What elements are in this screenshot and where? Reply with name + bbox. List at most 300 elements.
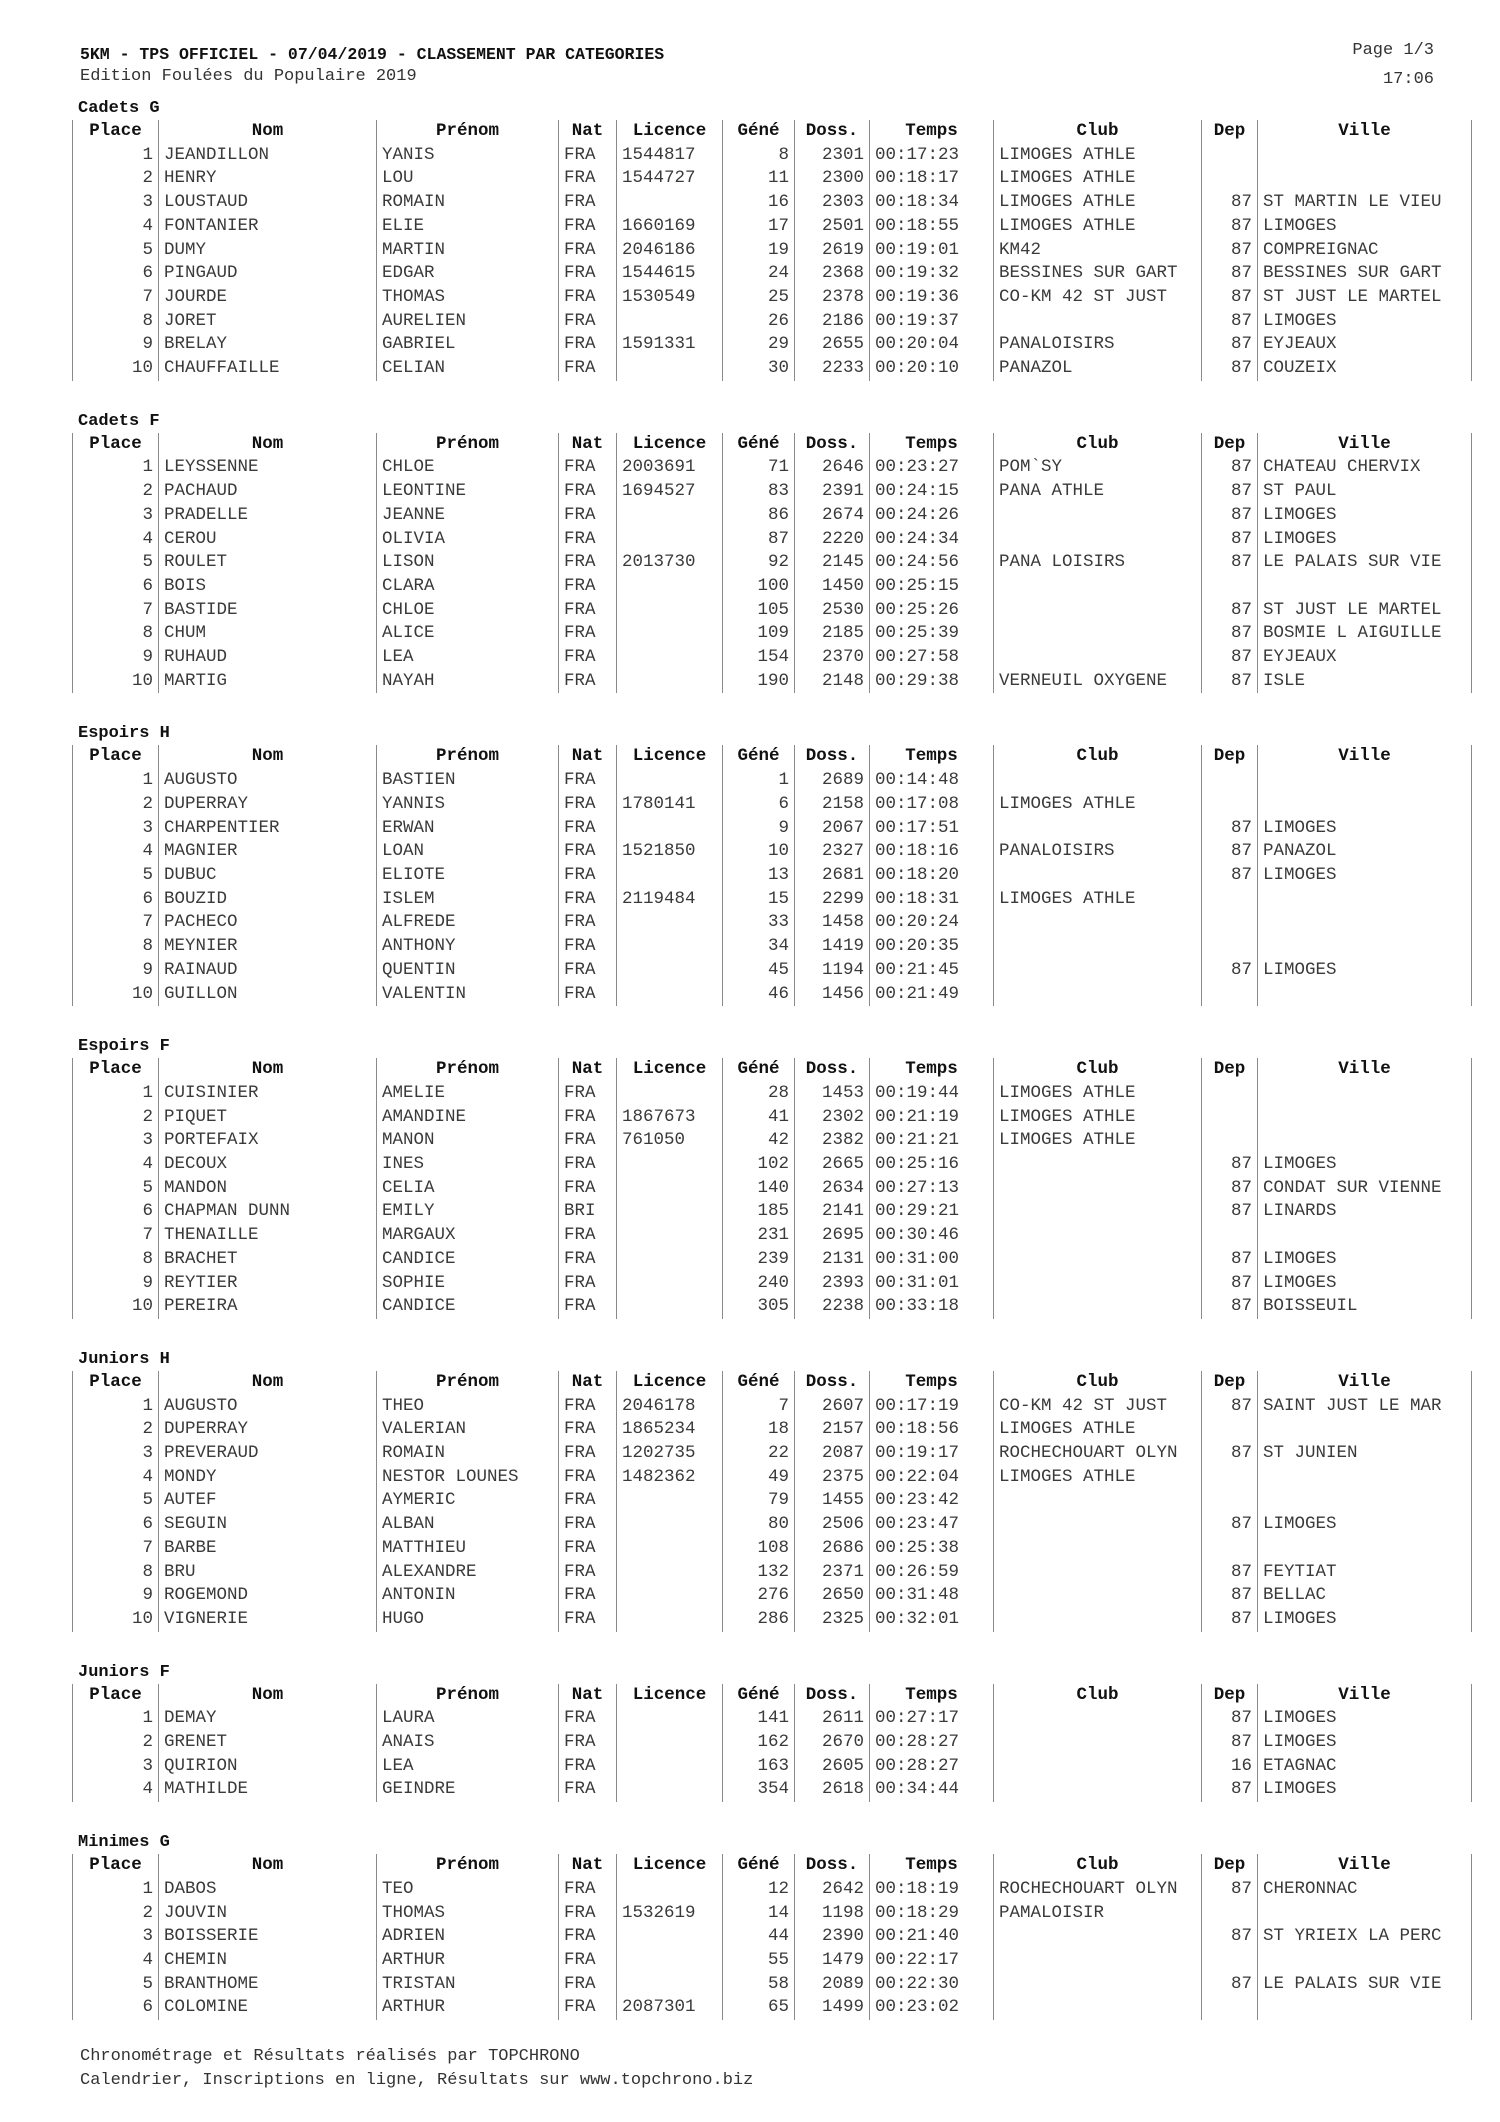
column-header-dep: Dep <box>1202 1684 1258 1708</box>
cell-dep: 87 <box>1202 1584 1258 1608</box>
cell-nom: ROGEMOND <box>159 1584 377 1608</box>
cell-dep: 87 <box>1202 1878 1258 1902</box>
table-row <box>73 1418 1472 1442</box>
cell-temps: 00:27:13 <box>870 1177 994 1201</box>
cell-dossard: 1499 <box>795 1996 870 2020</box>
cell-nat: FRA <box>559 528 617 552</box>
column-header-ville: Ville <box>1258 1684 1472 1708</box>
cell-place: 7 <box>73 286 159 310</box>
cell-nom: DUPERRAY <box>159 1418 377 1442</box>
cell-ville: EYJEAUX <box>1258 646 1472 670</box>
column-header-nat: Nat <box>559 1684 617 1708</box>
cell-licence <box>617 1731 723 1755</box>
cell-gene: 79 <box>723 1489 795 1513</box>
column-header-licence: Licence <box>617 1371 723 1395</box>
cell-place: 5 <box>73 1489 159 1513</box>
column-header-prenom: Prénom <box>377 1058 559 1082</box>
cell-place: 2 <box>73 167 159 191</box>
cell-nat: FRA <box>559 599 617 623</box>
cell-gene: 108 <box>723 1537 795 1561</box>
cell-club <box>994 575 1202 599</box>
cell-ville: LIMOGES <box>1258 1731 1472 1755</box>
cell-prenom: ANAIS <box>377 1731 559 1755</box>
column-header-nat: Nat <box>559 1058 617 1082</box>
cell-nat: FRA <box>559 646 617 670</box>
cell-dep <box>1202 983 1258 1007</box>
cell-ville: FEYTIAT <box>1258 1561 1472 1585</box>
cell-ville: LIMOGES <box>1258 1513 1472 1537</box>
cell-ville: BELLAC <box>1258 1584 1472 1608</box>
cell-club: PANAZOL <box>994 357 1202 381</box>
cell-gene: 25 <box>723 286 795 310</box>
cell-licence <box>617 191 723 215</box>
cell-nat: FRA <box>559 959 617 983</box>
cell-place: 5 <box>73 1177 159 1201</box>
cell-nom: BARBE <box>159 1537 377 1561</box>
cell-ville: LIMOGES <box>1258 1248 1472 1272</box>
cell-club: LIMOGES ATHLE <box>994 888 1202 912</box>
cell-place: 7 <box>73 1224 159 1248</box>
cell-dep: 87 <box>1202 1295 1258 1319</box>
cell-temps: 00:24:15 <box>870 480 994 504</box>
cell-club <box>994 528 1202 552</box>
cell-dossard: 2089 <box>795 1973 870 1997</box>
cell-licence: 2013730 <box>617 551 723 575</box>
cell-place: 1 <box>73 1082 159 1106</box>
column-header-temps: Temps <box>870 1854 994 1878</box>
cell-temps: 00:25:39 <box>870 622 994 646</box>
category-section <box>72 1662 1462 1803</box>
cell-temps: 00:17:23 <box>870 144 994 168</box>
cell-ville: ISLE <box>1258 670 1472 694</box>
cell-nat: FRA <box>559 1778 617 1802</box>
cell-club: LIMOGES ATHLE <box>994 167 1202 191</box>
cell-nat: FRA <box>559 286 617 310</box>
cell-nom: SEGUIN <box>159 1513 377 1537</box>
cell-nat: FRA <box>559 1418 617 1442</box>
cell-nom: PRADELLE <box>159 504 377 528</box>
cell-place: 2 <box>73 1902 159 1926</box>
cell-place: 4 <box>73 1949 159 1973</box>
table-row <box>73 286 1472 310</box>
column-header-temps: Temps <box>870 1058 994 1082</box>
cell-gene: 132 <box>723 1561 795 1585</box>
cell-club: LIMOGES ATHLE <box>994 1418 1202 1442</box>
column-header-temps: Temps <box>870 1371 994 1395</box>
cell-dep: 87 <box>1202 1272 1258 1296</box>
cell-place: 5 <box>73 551 159 575</box>
cell-prenom: JEANNE <box>377 504 559 528</box>
cell-place: 10 <box>73 357 159 381</box>
table-row <box>73 1466 1472 1490</box>
column-header-dep: Dep <box>1202 1371 1258 1395</box>
cell-dossard: 2148 <box>795 670 870 694</box>
table-row <box>73 1731 1472 1755</box>
cell-licence <box>617 1153 723 1177</box>
cell-place: 10 <box>73 1295 159 1319</box>
cell-nom: DUBUC <box>159 864 377 888</box>
cell-club <box>994 1608 1202 1632</box>
cell-dep: 87 <box>1202 262 1258 286</box>
cell-ville: LIMOGES <box>1258 959 1472 983</box>
cell-dossard: 2619 <box>795 239 870 263</box>
cell-temps: 00:23:42 <box>870 1489 994 1513</box>
cell-gene: 55 <box>723 1949 795 1973</box>
column-header-nom: Nom <box>159 1684 377 1708</box>
table-row <box>73 1129 1472 1153</box>
cell-club <box>994 1731 1202 1755</box>
cell-nom: BOUZID <box>159 888 377 912</box>
cell-dep: 87 <box>1202 1561 1258 1585</box>
cell-prenom: CELIA <box>377 1177 559 1201</box>
cell-dossard: 2375 <box>795 1466 870 1490</box>
cell-dep <box>1202 1949 1258 1973</box>
cell-nom: HENRY <box>159 167 377 191</box>
cell-place: 9 <box>73 1584 159 1608</box>
cell-dossard: 2302 <box>795 1106 870 1130</box>
cell-nat: BRI <box>559 1200 617 1224</box>
cell-nat: FRA <box>559 575 617 599</box>
cell-ville <box>1258 769 1472 793</box>
table-row <box>73 310 1472 334</box>
cell-club <box>994 959 1202 983</box>
cell-temps: 00:24:56 <box>870 551 994 575</box>
table-row <box>73 622 1472 646</box>
cell-licence: 1521850 <box>617 840 723 864</box>
category-title: Juniors H <box>78 1349 170 1369</box>
column-header-prenom: Prénom <box>377 1854 559 1878</box>
cell-gene: 102 <box>723 1153 795 1177</box>
cell-nom: LEYSSENNE <box>159 456 377 480</box>
column-header-dossard: Doss. <box>795 1058 870 1082</box>
cell-dossard: 2382 <box>795 1129 870 1153</box>
cell-licence <box>617 817 723 841</box>
cell-nat: FRA <box>559 1973 617 1997</box>
cell-nat: FRA <box>559 456 617 480</box>
cell-nat: FRA <box>559 1925 617 1949</box>
cell-ville: EYJEAUX <box>1258 333 1472 357</box>
cell-licence <box>617 959 723 983</box>
cell-nom: RUHAUD <box>159 646 377 670</box>
column-header-nat: Nat <box>559 120 617 144</box>
column-header-ville: Ville <box>1258 745 1472 769</box>
column-header-nom: Nom <box>159 1371 377 1395</box>
cell-place: 1 <box>73 769 159 793</box>
cell-place: 2 <box>73 1418 159 1442</box>
cell-gene: 17 <box>723 215 795 239</box>
table-row <box>73 1082 1472 1106</box>
cell-nat: FRA <box>559 1949 617 1973</box>
cell-place: 3 <box>73 1129 159 1153</box>
cell-place: 6 <box>73 262 159 286</box>
cell-dossard: 1456 <box>795 983 870 1007</box>
table-row <box>73 1755 1472 1779</box>
column-header-nom: Nom <box>159 745 377 769</box>
cell-dep: 87 <box>1202 1608 1258 1632</box>
cell-licence: 2003691 <box>617 456 723 480</box>
column-header-nom: Nom <box>159 1854 377 1878</box>
cell-club: PANALOISIRS <box>994 840 1202 864</box>
cell-temps: 00:17:08 <box>870 793 994 817</box>
cell-dossard: 2185 <box>795 622 870 646</box>
cell-nom: PEREIRA <box>159 1295 377 1319</box>
cell-temps: 00:21:21 <box>870 1129 994 1153</box>
column-header-nat: Nat <box>559 433 617 457</box>
cell-licence: 1867673 <box>617 1106 723 1130</box>
cell-licence <box>617 1537 723 1561</box>
cell-nat: FRA <box>559 357 617 381</box>
cell-nat: FRA <box>559 191 617 215</box>
cell-ville <box>1258 1082 1472 1106</box>
cell-temps: 00:14:48 <box>870 769 994 793</box>
cell-dep: 87 <box>1202 1442 1258 1466</box>
cell-place: 3 <box>73 504 159 528</box>
column-header-dep: Dep <box>1202 1058 1258 1082</box>
cell-place: 3 <box>73 817 159 841</box>
cell-prenom: GABRIEL <box>377 333 559 357</box>
cell-licence <box>617 1707 723 1731</box>
cell-dep: 87 <box>1202 1513 1258 1537</box>
cell-licence <box>617 1949 723 1973</box>
cell-prenom: VALENTIN <box>377 983 559 1007</box>
cell-gene: 30 <box>723 357 795 381</box>
cell-dep <box>1202 769 1258 793</box>
cell-prenom: MATTHIEU <box>377 1537 559 1561</box>
cell-place: 7 <box>73 911 159 935</box>
cell-dep: 87 <box>1202 646 1258 670</box>
cell-club <box>994 1200 1202 1224</box>
column-header-dep: Dep <box>1202 745 1258 769</box>
cell-temps: 00:19:36 <box>870 286 994 310</box>
cell-nat: FRA <box>559 1731 617 1755</box>
cell-prenom: CELIAN <box>377 357 559 381</box>
cell-club <box>994 1248 1202 1272</box>
cell-dossard: 1450 <box>795 575 870 599</box>
cell-place: 9 <box>73 959 159 983</box>
results-table <box>72 1684 1472 1803</box>
cell-dep <box>1202 167 1258 191</box>
cell-nom: BOIS <box>159 575 377 599</box>
cell-nat: FRA <box>559 983 617 1007</box>
cell-dep: 87 <box>1202 1248 1258 1272</box>
cell-nat: FRA <box>559 239 617 263</box>
cell-nom: DUPERRAY <box>159 793 377 817</box>
print-time: 17:06 <box>1382 70 1434 89</box>
cell-gene: 14 <box>723 1902 795 1926</box>
cell-gene: 9 <box>723 817 795 841</box>
column-header-dossard: Doss. <box>795 433 870 457</box>
cell-licence <box>617 911 723 935</box>
cell-nom: RAINAUD <box>159 959 377 983</box>
results-table <box>72 120 1472 381</box>
table-header-row <box>73 120 1472 144</box>
cell-club: PANALOISIRS <box>994 333 1202 357</box>
cell-dossard: 2233 <box>795 357 870 381</box>
cell-gene: 28 <box>723 1082 795 1106</box>
column-header-place: Place <box>73 745 159 769</box>
table-header-row <box>73 745 1472 769</box>
cell-nom: COLOMINE <box>159 1996 377 2020</box>
cell-club <box>994 1489 1202 1513</box>
cell-dep <box>1202 1466 1258 1490</box>
table-row <box>73 983 1472 1007</box>
cell-ville: LIMOGES <box>1258 817 1472 841</box>
cell-temps: 00:18:20 <box>870 864 994 888</box>
cell-temps: 00:23:02 <box>870 1996 994 2020</box>
category-section <box>72 1036 1462 1319</box>
cell-nom: CHAUFFAILLE <box>159 357 377 381</box>
cell-dossard: 2131 <box>795 1248 870 1272</box>
cell-prenom: AMANDINE <box>377 1106 559 1130</box>
cell-club: POM`SY <box>994 456 1202 480</box>
cell-place: 4 <box>73 1466 159 1490</box>
cell-club <box>994 1561 1202 1585</box>
column-header-licence: Licence <box>617 1854 723 1878</box>
column-header-dep: Dep <box>1202 120 1258 144</box>
cell-dossard: 1458 <box>795 911 870 935</box>
column-header-licence: Licence <box>617 1684 723 1708</box>
column-header-licence: Licence <box>617 745 723 769</box>
cell-ville: LIMOGES <box>1258 310 1472 334</box>
table-row <box>73 793 1472 817</box>
cell-prenom: THOMAS <box>377 1902 559 1926</box>
cell-licence <box>617 1489 723 1513</box>
document-title: 5KM - TPS OFFICIEL - 07/04/2019 - CLASSEMENT PAR CATEGORIES <box>80 45 665 64</box>
cell-dep: 87 <box>1202 1153 1258 1177</box>
cell-prenom: AMELIE <box>377 1082 559 1106</box>
cell-licence <box>617 646 723 670</box>
cell-gene: 44 <box>723 1925 795 1949</box>
cell-nat: FRA <box>559 504 617 528</box>
category-title: Espoirs F <box>78 1037 170 1057</box>
column-header-nom: Nom <box>159 120 377 144</box>
cell-nom: AUGUSTO <box>159 769 377 793</box>
column-header-place: Place <box>73 433 159 457</box>
cell-dossard: 2327 <box>795 840 870 864</box>
cell-gene: 1 <box>723 769 795 793</box>
cell-prenom: THEO <box>377 1395 559 1419</box>
cell-nat: FRA <box>559 840 617 864</box>
table-row <box>73 1106 1472 1130</box>
column-header-club: Club <box>994 1371 1202 1395</box>
cell-club <box>994 504 1202 528</box>
cell-licence: 1202735 <box>617 1442 723 1466</box>
cell-nat: FRA <box>559 1608 617 1632</box>
cell-place: 9 <box>73 646 159 670</box>
table-row <box>73 1177 1472 1201</box>
cell-licence <box>617 1925 723 1949</box>
cell-dep <box>1202 144 1258 168</box>
cell-gene: 80 <box>723 1513 795 1537</box>
table-row <box>73 864 1472 888</box>
cell-nom: PORTEFAIX <box>159 1129 377 1153</box>
table-row <box>73 1442 1472 1466</box>
cell-club <box>994 646 1202 670</box>
cell-temps: 00:20:04 <box>870 333 994 357</box>
cell-club <box>994 1513 1202 1537</box>
cell-prenom: CHLOE <box>377 599 559 623</box>
cell-temps: 00:21:19 <box>870 1106 994 1130</box>
cell-nom: QUIRION <box>159 1755 377 1779</box>
cell-place: 3 <box>73 191 159 215</box>
cell-prenom: ELIOTE <box>377 864 559 888</box>
cell-place: 8 <box>73 1561 159 1585</box>
column-header-club: Club <box>994 1684 1202 1708</box>
cell-dossard: 2695 <box>795 1224 870 1248</box>
cell-dep: 87 <box>1202 480 1258 504</box>
cell-ville: BESSINES SUR GART <box>1258 262 1472 286</box>
cell-prenom: ANTONIN <box>377 1584 559 1608</box>
cell-gene: 140 <box>723 1177 795 1201</box>
cell-dossard: 2501 <box>795 215 870 239</box>
column-header-gene: Géné <box>723 1684 795 1708</box>
cell-ville <box>1258 1224 1472 1248</box>
cell-gene: 45 <box>723 959 795 983</box>
category-section <box>72 723 1462 1006</box>
cell-temps: 00:31:01 <box>870 1272 994 1296</box>
cell-place: 2 <box>73 1731 159 1755</box>
cell-dep: 16 <box>1202 1755 1258 1779</box>
cell-nat: FRA <box>559 1082 617 1106</box>
cell-dep: 87 <box>1202 239 1258 263</box>
cell-nat: FRA <box>559 1489 617 1513</box>
cell-nat: FRA <box>559 769 617 793</box>
cell-dep <box>1202 1418 1258 1442</box>
cell-gene: 109 <box>723 622 795 646</box>
cell-place: 4 <box>73 1153 159 1177</box>
column-header-nat: Nat <box>559 745 617 769</box>
cell-nat: FRA <box>559 1996 617 2020</box>
cell-gene: 185 <box>723 1200 795 1224</box>
cell-gene: 15 <box>723 888 795 912</box>
cell-club <box>994 622 1202 646</box>
cell-place: 2 <box>73 793 159 817</box>
cell-licence <box>617 599 723 623</box>
cell-licence: 1780141 <box>617 793 723 817</box>
document-subtitle: Edition Foulées du Populaire 2019 <box>80 67 417 86</box>
cell-place: 7 <box>73 1537 159 1561</box>
table-row <box>73 1248 1472 1272</box>
cell-prenom: ERWAN <box>377 817 559 841</box>
cell-dep: 87 <box>1202 215 1258 239</box>
cell-nat: FRA <box>559 1878 617 1902</box>
table-header-row <box>73 1371 1472 1395</box>
cell-ville <box>1258 888 1472 912</box>
cell-nom: THENAILLE <box>159 1224 377 1248</box>
cell-prenom: TEO <box>377 1878 559 1902</box>
cell-nom: JEANDILLON <box>159 144 377 168</box>
cell-ville <box>1258 983 1472 1007</box>
cell-licence: 1482362 <box>617 1466 723 1490</box>
cell-nat: FRA <box>559 793 617 817</box>
cell-licence <box>617 622 723 646</box>
cell-dossard: 2370 <box>795 646 870 670</box>
column-header-ville: Ville <box>1258 120 1472 144</box>
table-row <box>73 1902 1472 1926</box>
cell-dossard: 2301 <box>795 144 870 168</box>
cell-place: 10 <box>73 983 159 1007</box>
column-header-nom: Nom <box>159 433 377 457</box>
cell-dossard: 2393 <box>795 1272 870 1296</box>
cell-temps: 00:21:40 <box>870 1925 994 1949</box>
cell-nat: FRA <box>559 144 617 168</box>
cell-gene: 58 <box>723 1973 795 1997</box>
cell-nom: MARTIG <box>159 670 377 694</box>
cell-nat: FRA <box>559 1272 617 1296</box>
cell-licence <box>617 528 723 552</box>
cell-dep <box>1202 1902 1258 1926</box>
footer-credit: Chronométrage et Résultats réalisés par TOPCHRONO <box>80 2047 580 2066</box>
